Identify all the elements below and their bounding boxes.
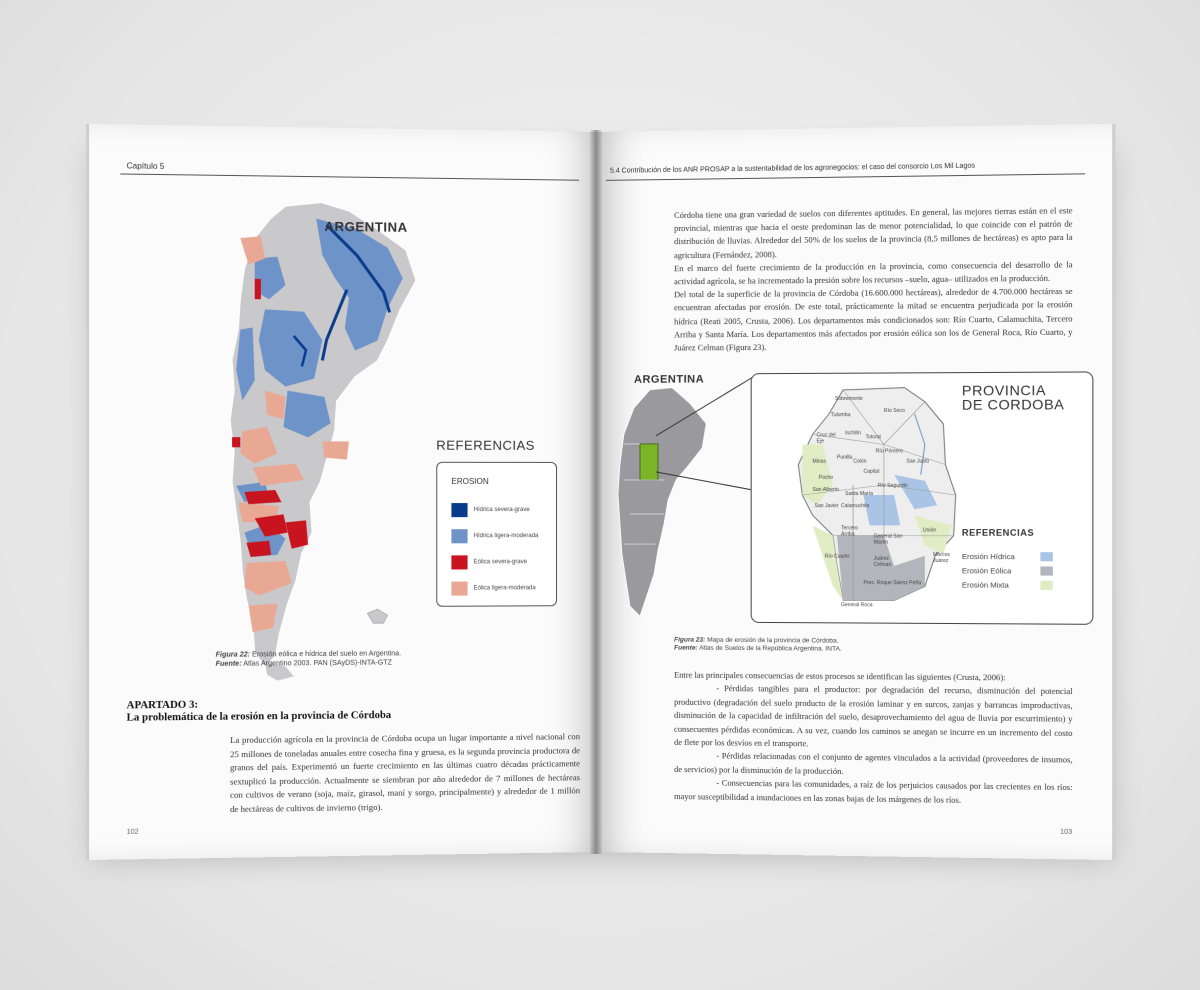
dept-label: Colón xyxy=(853,458,867,465)
legend-item xyxy=(451,581,535,595)
legend-swatch-hidrica-ligera xyxy=(451,529,467,543)
legend-item xyxy=(962,580,1053,590)
legend-label: Hídrica severa-grave xyxy=(473,507,530,514)
dept-label: Río Segundo xyxy=(877,482,908,489)
right-body-text xyxy=(674,669,1073,809)
legend-item xyxy=(451,555,527,569)
legend-swatch-eolica-severa xyxy=(451,555,467,569)
dept-label: Punilla xyxy=(836,454,853,461)
argentina-erosion-map xyxy=(224,197,418,685)
legend-label: Eólica severa-grave xyxy=(473,559,527,566)
legend-item xyxy=(962,552,1053,561)
legend-swatch-erosion-mixta xyxy=(1040,581,1052,590)
header-rule-right xyxy=(606,173,1085,181)
running-head-left: Capítulo 5 xyxy=(126,161,165,172)
legend-item xyxy=(451,503,529,517)
dept-label: Tulumba xyxy=(830,412,851,419)
province-title-line1: PROVINCIA xyxy=(961,381,1047,399)
right-locator-title: ARGENTINA xyxy=(633,373,705,386)
left-map-title: ARGENTINA xyxy=(324,218,408,235)
right-page xyxy=(596,124,1115,860)
legend-item xyxy=(962,566,1053,575)
bullet-item: - Pérdidas relacionadas con el conjunto de agentes vinculados a la actividad (proveedores de insumos, de servicios) por la disminución de la producción. xyxy=(674,751,1073,776)
dept-label: Marcos Juárez xyxy=(933,551,950,565)
legend-box-left xyxy=(436,462,557,607)
intro-paragraph: Del total de la superficie de la provincia de Córdoba (16.600.000 hectáreas), alrededor de 4.700.000 hectáreas se encuentran afectadas por erosión. De este total, prácticamente la mitad se encuentra perjudicada por la erosión hídrica (Reati 2005, Crusta, 2006). Los departamentos más condicionados son: Río Cuarto, Calamuchita, Tercero Arriba y Santa María. Los departamentos más afectados por erosión eólica son los de General Roca, Río Cuarto, y Juárez Celman (Figura 23). xyxy=(674,287,1073,353)
legend-swatch-erosion-eolica xyxy=(1040,566,1052,575)
dept-label: Juárez Celman xyxy=(873,555,892,568)
dept-label: Unión xyxy=(922,527,937,534)
bullet-item: - Consecuencias para las comunidades, a raíz de los perjuicios causados por las crecientes en los ríos: mayor susceptibilidad a inundaciones en las zonas bajas de los márgenes de los ríos. xyxy=(674,778,1073,805)
section-label: APARTADO 3: xyxy=(126,699,199,712)
caption-source-text: Atlas Argentino 2003. PAN (SAyDS)-INTA-GTZ xyxy=(243,659,392,668)
caption-figure-label: Figura 23: xyxy=(674,636,706,644)
legend-label: Eólica ligera-moderada xyxy=(473,585,536,592)
caption-figure-label: Figura 22: xyxy=(215,651,251,659)
legend-label: Erosión Hídrica xyxy=(961,551,1015,562)
province-title xyxy=(962,383,1065,412)
legend-box-title: EROSION xyxy=(451,476,489,486)
dept-label: Pocho xyxy=(818,474,834,481)
legend-swatch-erosion-hidrica xyxy=(1040,552,1052,561)
dept-label: Sobremonte xyxy=(834,395,863,403)
intro-paragraph: Córdoba tiene una gran variedad de suelos con diferentes aptitudes. En general, las mejores tierras están en el este provincial, mientras que hacia el oeste predominan las de menor potencialidad, lo que coincide con el patrón de distribución de lluvias. Alrededor del 50% de los suelos de la provincia (8,5 millones de hectáreas) es apto para la agricultura (Fernández, 2008). xyxy=(674,206,1073,260)
header-rule-left xyxy=(120,173,579,180)
figure-caption-right xyxy=(674,636,938,654)
caption-figure-text: Erosión eólica e hídrica del suelo en Argentina. xyxy=(252,650,402,659)
intro-paragraph: En el marco del fuerte crecimiento de la producción en la provincia, como consecuencia del desarrollo de la actividad agrícola, se ha incrementado la presión sobre los recursos –suelo, agua– utilizados en la producción. xyxy=(674,260,1073,287)
dept-label: General Roca xyxy=(841,602,873,609)
legend-label: Erosión Mixta xyxy=(961,580,1009,590)
dept-label: Cruz del Eje xyxy=(816,432,836,445)
bullet-item: - Pérdidas tangibles para el productor: por degradación del recurso, disminución del potencial productivo (degradación del suelo producto de la erosión laminar y en surcos, zanjas y barrancas improductivas, disminución de la capacidad de infiltración del suelo, desaprovechamiento del agua de lluvia por escurrimiento) y consecuentes pérdidas económicas. A su vez, cuando los caminos se anegan se incurre en un incremento del costo de flete por los desvíos en el transporte. xyxy=(674,684,1073,749)
caption-source-label: Fuente: xyxy=(215,660,242,668)
legend-swatch-hidrica-severa xyxy=(451,503,467,517)
legend-heading-left: REFERENCIAS xyxy=(436,437,535,453)
caption-figure-text: Mapa de erosión de la provincia de Córdoba. xyxy=(707,636,839,645)
dept-label: Calamuchita xyxy=(841,503,870,510)
dept-label: San Alberto xyxy=(812,486,839,494)
running-head-right: 5.4 Contribución de los ANR PROSAP a la sustentabilidad de los agronegocios: el caso del consorcio Los Mil Lagos xyxy=(609,162,976,175)
province-title-line2: DE CORDOBA xyxy=(961,396,1065,413)
page-number-right: 103 xyxy=(1060,828,1073,837)
legend-item xyxy=(451,529,538,543)
caption-source-text: Atlas de Suelos de la República Argentina. INTA. xyxy=(699,644,842,653)
dept-label: Río Cuarto xyxy=(824,553,850,560)
dept-label: Totoral xyxy=(865,434,881,441)
zoom-connector-lines xyxy=(656,373,757,494)
dept-label: Río Seco xyxy=(883,407,905,415)
dept-label: Capital xyxy=(863,468,880,475)
right-intro-text xyxy=(674,204,1073,355)
dept-label: San Javier xyxy=(814,503,839,510)
section-title: La problemática de la erosión en la provincia de Córdoba xyxy=(126,709,392,724)
legend-heading-right: REFERENCIAS xyxy=(961,527,1035,538)
caption-source-label: Fuente: xyxy=(674,644,698,652)
dept-label: Tercero Arriba xyxy=(841,525,859,538)
page-number-left: 102 xyxy=(126,828,139,836)
dept-label: San Justo xyxy=(906,458,930,465)
dept-label: Santa María xyxy=(845,490,873,498)
dept-label: Minas xyxy=(812,458,827,465)
dept-label: Río Primero xyxy=(875,448,904,455)
dept-label: General San Martín xyxy=(873,533,903,546)
cordoba-province-map xyxy=(772,383,976,607)
dept-label: Ischilín xyxy=(845,430,861,437)
book-spine xyxy=(590,130,602,854)
legend-label: Hídrica ligera-moderada xyxy=(473,533,539,540)
figure-caption-left xyxy=(216,649,461,669)
cordoba-map-panel xyxy=(751,371,1094,624)
left-body-text: La producción agrícola en la provincia de Córdoba ocupa un lugar importante a nivel nacional con 25 millones de toneladas anuales entre cosecha fina y gruesa, es la segunda provincia productora de granos del país. Experimentó un fuerte crecimiento en las últimas cuatro décadas prácticamente sextuplicó la producción. Actualmente se siembran por año alrededor de 7 millones de hectáreas con cultivos de verano (soja, maíz, girasol, maní y sorgo, principalmente) y alrededor de 1 millón de hectáreas de cultivos de invierno (trigo). xyxy=(230,731,581,814)
left-page xyxy=(86,124,599,860)
dept-label: Pres. Roque Sáenz Peña xyxy=(863,580,922,587)
legend-label: Erosión Eólica xyxy=(961,566,1012,576)
legend-swatch-eolica-ligera xyxy=(451,582,467,596)
section-heading xyxy=(127,698,392,725)
body-intro: Entre las principales consecuencias de estos procesos se identifican las siguientes (Crusta, 2006): xyxy=(674,670,1006,683)
